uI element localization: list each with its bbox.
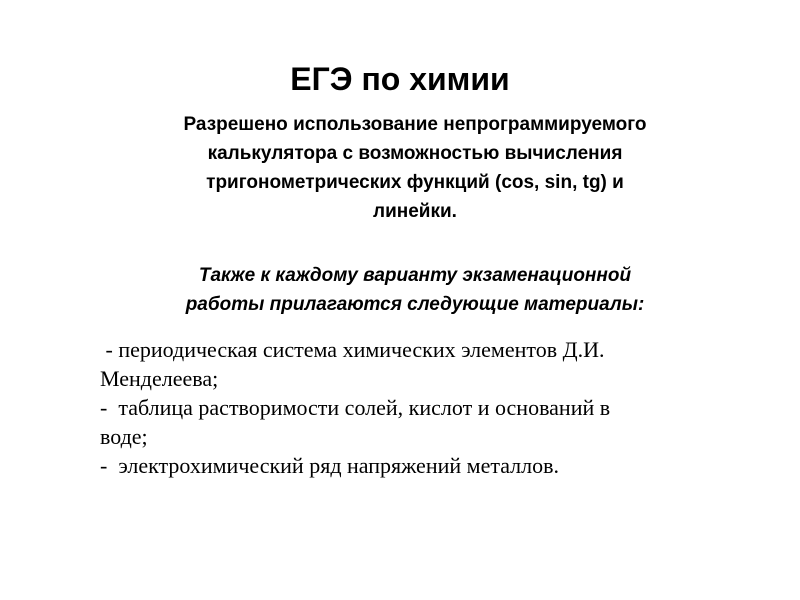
- list-item-continuation: воде;: [100, 424, 148, 449]
- paragraph-line: линейки.: [373, 201, 457, 222]
- list-item: - периодическая система химических элементов Д.И.: [100, 337, 605, 362]
- slide-title: ЕГЭ по химии: [290, 61, 510, 97]
- list-item: - таблица растворимости солей, кислот и оснований в: [100, 395, 611, 420]
- calculator-rule-paragraph: [105, 110, 725, 226]
- list-item: - электрохимический ряд напряжений металлов.: [100, 453, 560, 478]
- paragraph-line: Разрешено использование непрограммируемого: [183, 114, 647, 135]
- materials-list: [100, 335, 740, 480]
- paragraph-line: тригонометрических функций (cos, sin, tg) и: [206, 172, 624, 193]
- list-item-continuation: Менделеева;: [100, 366, 219, 391]
- paragraph-line: работы прилагаются следующие материалы:: [185, 294, 645, 315]
- paragraph-line: Также к каждому варианту экзаменационной: [198, 265, 632, 286]
- paragraph-line: калькулятора с возможностью вычисления: [207, 143, 623, 164]
- materials-intro-paragraph: [105, 261, 725, 319]
